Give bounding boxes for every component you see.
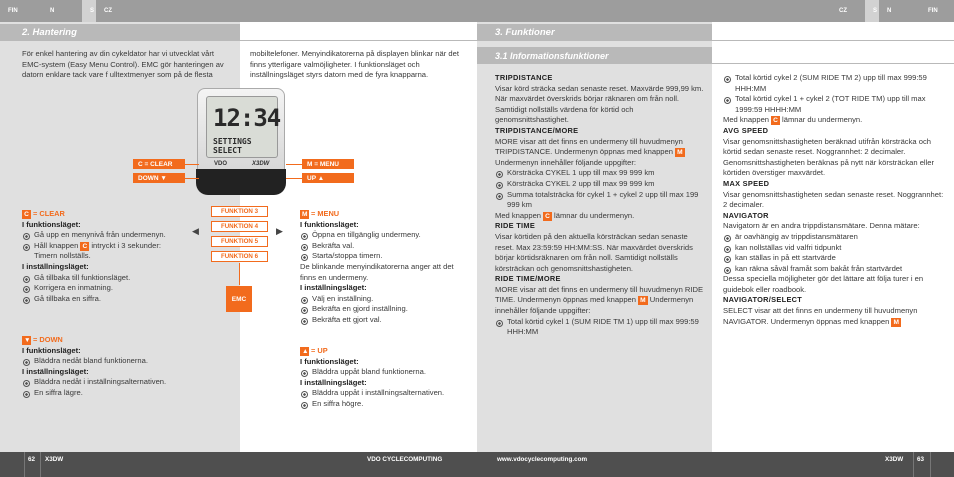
key-c-icon: C	[22, 210, 31, 219]
heading-navigator-select: NAVIGATOR/SELECT	[723, 295, 803, 305]
connector-line	[239, 263, 240, 285]
list-item: Total körtid cykel 1 (SUM RIDE TM 1) upp till max 999:59 HHH:MM	[495, 317, 707, 338]
list-item: Bläddra uppåt i inställningsalternativen.	[300, 388, 470, 399]
list-item: Gå tillbaka en siffra.	[22, 294, 172, 305]
list-item: Total körtid cykel 2 (SUM RIDE TM 2) upp till max 999:59 HHH:MM	[723, 73, 945, 94]
text-ride-time: Visar körtiden på den aktuella körsträckan sedan senaste reset. Max 23:59:59 HH:MM:SS. När maxvärdet överskrids börjar körtidsräknaren om från noll. Samtidigt nollställs körsträckan och genomsnittshastigheten.	[495, 231, 693, 273]
funktion-key-6: FUNKTION 6	[211, 251, 268, 262]
list-item: Summa totalsträcka för cykel 1 + cykel 2 upp till max 199 999 km	[495, 190, 707, 211]
button-up-label: UP ▲	[302, 173, 354, 183]
list-item: En siffra högre.	[300, 399, 470, 410]
list-item: kan räkna såväl framåt som bakåt från startvärdet	[723, 264, 945, 275]
footer-bar	[0, 452, 954, 477]
connector-line	[286, 178, 302, 179]
clear-heading-1: I funktionsläget:	[22, 219, 81, 229]
list-item: Bläddra nedåt bland funktionerna.	[22, 356, 172, 367]
footer-divider	[913, 452, 914, 477]
down-label: = DOWN	[33, 335, 63, 344]
device-display	[206, 96, 281, 158]
language-tabs-right	[477, 0, 954, 22]
divider	[712, 40, 954, 41]
menu-heading-2: I inställningsläget:	[300, 283, 367, 293]
divider	[240, 40, 477, 41]
text-submenu-contents: Undermenyn innehåller följande uppgifter:	[495, 157, 636, 167]
key-m-icon: M	[893, 318, 899, 326]
button-down-label: DOWN ▼	[133, 173, 185, 183]
tab-s: S	[82, 0, 96, 22]
up-heading-2: I inställningsläget:	[300, 377, 367, 387]
key-c-icon: C	[773, 117, 778, 125]
tab-fin: FIN	[0, 0, 42, 22]
list-item: Bläddra uppåt bland funktionerna.	[300, 367, 470, 378]
triangle-left-icon: ◀	[192, 226, 199, 236]
heading-max-speed: MAX SPEED	[723, 178, 770, 188]
list-item: Starta/stoppa timern.	[300, 251, 470, 262]
funktion-key-3: FUNKTION 3	[211, 206, 268, 217]
list-item: Öppna en tillgänglig undermeny.	[300, 230, 470, 241]
footer-url[interactable]: www.vdocyclecomputing.com	[497, 456, 588, 463]
text-navigator-select: SELECT visar att det finns en undermeny till huvudmenyn NAVIGATOR. Undermenyn öppnas med knappen M	[723, 306, 918, 326]
cyclecomputer-device	[197, 88, 285, 194]
section-title-hantering: 2. Hantering	[0, 24, 240, 41]
up-triangle-icon: ▲	[302, 347, 309, 355]
text-avg-speed: Visar genomsnittshastigheten beräknad utifrån körsträcka och körtid sedan senaste reset. Noggrannhet: 2 decimaler. Genomsnittshastigheten beräknas på nytt när körsträckan eller körtiden överstiger maxvärdet.	[723, 136, 935, 178]
intro-text-2: mobiltelefoner. Menyindikatorerna på displayen blinkar när det finns ytterligare valmöjligheter. I funktionsläget och inställningsläget styrs datorn med de fyra knapparna.	[250, 49, 459, 80]
tab-cz-right: CZ	[477, 0, 865, 22]
list-item: Gå tillbaka till funktionsläget.	[22, 273, 172, 284]
down-heading-2: I inställningsläget:	[22, 366, 89, 376]
clear-heading-2: I inställningsläget:	[22, 261, 89, 271]
list-item: Gå upp en menynivå från undermenyn.	[22, 230, 172, 241]
text-tripdistance: Visar körd sträcka sedan senaste reset. Maxvärde 999,99 km. När maxvärdet överskrids börjar räknaren om från noll. Samtidigt nollställs värdena för körtid och genomsnittshastighet.	[495, 83, 704, 125]
emc-logo: EMC	[226, 286, 252, 312]
up-block	[300, 346, 470, 410]
page-number-right: 63	[917, 456, 925, 463]
section-title-funktioner: 3. Funktioner	[477, 24, 712, 41]
tab-n: N	[42, 0, 82, 22]
list-item: Bekräfta en gjord inställning.	[300, 304, 470, 315]
button-clear-label: C = CLEAR	[133, 159, 185, 169]
menu-block	[300, 209, 470, 326]
key-c-icon: C	[82, 242, 88, 250]
text-navigator-2: Dessa speciella möjligheter gör det lättare att följa turer i en guidebok eller roadbook.	[723, 274, 924, 294]
heading-navigator: NAVIGATOR	[723, 210, 769, 220]
connector-line	[185, 178, 199, 179]
button-menu-label: M = MENU	[302, 159, 354, 169]
text-close-submenu: Med knappen C lämnar du undermenyn.	[495, 210, 635, 220]
footer-divider	[24, 452, 25, 477]
list-item: Bekräfta ett gjort val.	[300, 315, 470, 326]
language-tabs-left	[0, 0, 477, 22]
list-item: kan ställas in på ett startvärde	[723, 253, 945, 264]
key-m-icon: M	[302, 210, 308, 218]
down-block	[22, 335, 172, 399]
device-brand: VDO	[214, 161, 228, 167]
heading-tripdistance: TRIPDISTANCE	[495, 73, 553, 82]
list-item: Körsträcka CYKEL 2 upp till max 99 999 km	[495, 179, 707, 190]
device-model: X3DW	[252, 161, 270, 167]
list-item: kan nollställas vid valfri tidpunkt	[723, 243, 945, 254]
down-heading-1: I funktionsläget:	[22, 345, 81, 355]
up-label: = UP	[311, 346, 328, 355]
tab-n-right: N	[879, 0, 920, 22]
list-item: Korrigera en inmatning.	[22, 283, 172, 294]
list-item: Total körtid cykel 1 + cykel 2 (TOT RIDE TM) upp till max 1999:59 HHHH:MM	[723, 94, 945, 115]
text-max-speed: Visar genomsnittshastigheten sedan senaste reset. Noggrannhet: 2 decimaler.	[723, 189, 944, 210]
list-item: är oavhängig av trippdistansmätaren	[723, 232, 945, 243]
list-item: Bekräfta val.	[300, 241, 470, 252]
menu-label: = MENU	[311, 209, 340, 218]
funktion-key-5: FUNKTION 5	[211, 236, 268, 247]
list-item: Bläddra nedåt i inställningsalternativen.	[22, 377, 172, 388]
footer-model-right: X3DW	[885, 456, 904, 463]
list-item: Välj en inställning.	[300, 294, 470, 305]
functions-column-2	[723, 73, 945, 327]
list-item: Körsträcka CYKEL 1 upp till max 99 999 km	[495, 168, 707, 179]
heading-ride-time: RIDE TIME	[495, 221, 536, 231]
subsection-title: 3.1 Informationsfunktioner	[477, 47, 712, 64]
display-big-digits: 12:34	[213, 104, 281, 132]
tab-fin-right: FIN	[920, 0, 954, 22]
clear-block	[22, 209, 172, 304]
intro-text: För enkel hantering av din cykeldator har vi utvecklat vårt EMC-system (Easy Menu Control). EMC gör hanteringen av datorn enklare tack vare f ulltextmenyer som på de flesta	[22, 49, 224, 80]
heading-avg-speed: AVG SPEED	[723, 125, 769, 135]
text-tripdistance-more: MORE visar att det finns en undermeny till huvudmenyn TRIPDISTANCE. Undermenyn öppnas med knappen M	[495, 136, 683, 157]
key-m-icon: M	[677, 149, 683, 157]
footer-brand: VDO CYCLECOMPUTING	[367, 456, 443, 463]
text-navigator: Navigatorn är en andra trippdistansmätare. Denna mätare:	[723, 221, 920, 231]
functions-column-1	[495, 73, 707, 338]
text-ride-time-more: MORE visar att det finns en undermeny till huvudmenyn RIDE TIME. Undermenyn öppnas med knappen M Undermenyn innehåller följande uppgifter:	[495, 284, 704, 316]
connector-line	[185, 164, 199, 165]
key-c-icon: C	[545, 212, 550, 220]
menu-heading-1: I funktionsläget:	[300, 219, 359, 229]
heading-ride-time-more: RIDE TIME/MORE	[495, 274, 561, 284]
display-menu-text: SETTINGS SELECT	[213, 137, 252, 155]
divider	[712, 63, 954, 64]
text-close-submenu: Med knappen C lämnar du undermenyn.	[723, 115, 863, 125]
key-m-icon: M	[640, 297, 646, 305]
list-item: Håll knappen C intryckt i 3 sekunder: Timern nollställs.	[22, 241, 172, 262]
connector-line	[286, 164, 302, 165]
down-triangle-icon: ▼	[24, 336, 31, 344]
funktion-key-4: FUNKTION 4	[211, 221, 268, 232]
clear-label: = CLEAR	[33, 209, 65, 218]
footer-model-left: X3DW	[45, 456, 64, 463]
page-number-left: 62	[28, 456, 36, 463]
menu-paragraph: De blinkande menyindikatorerna anger att det finns en undermeny.	[300, 261, 454, 282]
triangle-right-icon: ▶	[276, 226, 283, 236]
footer-divider	[40, 452, 41, 477]
tab-s-right: S	[865, 0, 879, 22]
device-base	[196, 169, 286, 195]
heading-tripdistance-more: TRIPDISTANCE/MORE	[495, 125, 579, 135]
list-item: En siffra lägre.	[22, 388, 172, 399]
footer-divider	[930, 452, 931, 477]
tab-cz: CZ	[96, 0, 477, 22]
up-heading-1: I funktionsläget:	[300, 356, 359, 366]
